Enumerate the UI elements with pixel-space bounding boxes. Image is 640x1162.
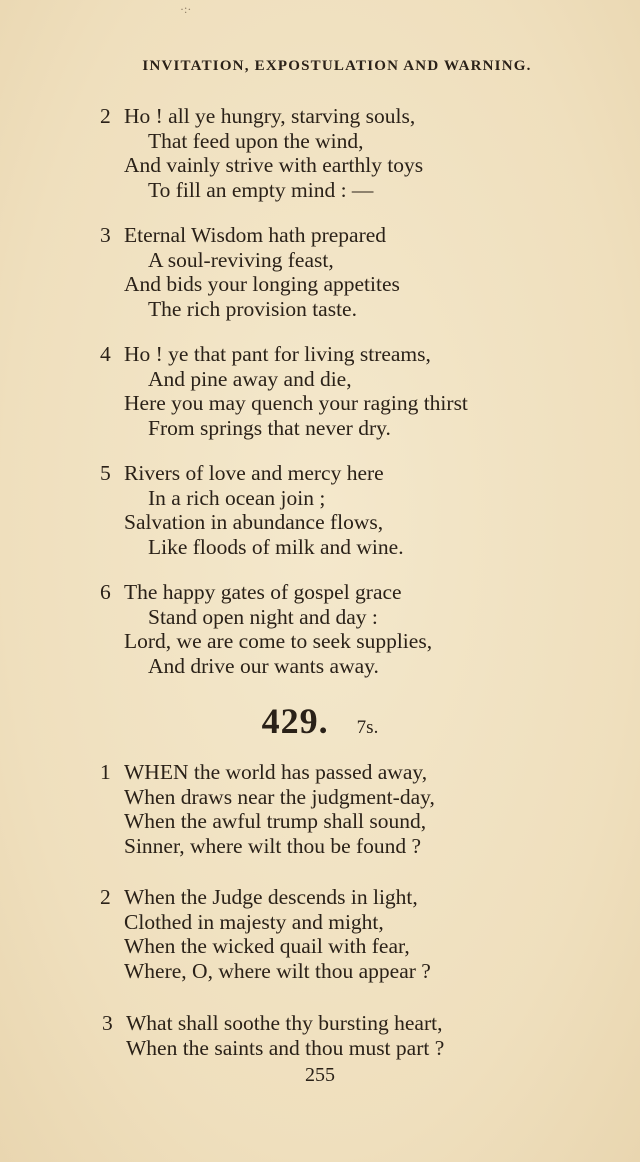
verse-line: Where, O, where wilt thou appear ? [124,958,431,983]
verse-line: And bids your longing appetites [124,272,400,296]
verse-line: Ho ! ye that pant for living streams, [124,342,431,366]
verse-line: And pine away and die, [148,366,352,391]
page-number: 255 [305,1064,335,1086]
verse-line: Sinner, where wilt thou be found ? [124,833,422,858]
verse-line: And vainly strive with earthly toys [124,153,424,177]
verse-line: When the wicked quail with fear, [124,934,410,958]
verse-line: Salvation in abundance flows, [124,510,384,534]
verse-line: What shall soothe thy bursting heart, [126,1011,443,1035]
stanza-number: 1 [100,760,111,784]
ink-speck: ·:· [180,2,192,16]
verse-line: In a rich ocean join ; [148,485,326,510]
verse-line: When the awful trump shall sound, [124,809,427,833]
verse-line: Stand open night and day : [148,604,378,629]
verse-line: Rivers of love and mercy here [124,461,384,485]
verse-line: Like floods of milk and wine. [148,534,404,559]
stanza-6 [100,580,432,678]
hymn-429-stanza-3 [102,1011,444,1060]
verse-line: When draws near the judgment-day, [124,784,435,809]
hymn-429-stanza-1 [100,760,435,858]
stanza-number: 4 [100,342,111,366]
hymn-heading [0,700,640,742]
stanza-number: 3 [100,223,111,247]
verse-line: Eternal Wisdom hath prepared [124,223,387,247]
verse-line: From springs that never dry. [148,415,391,440]
verse-line: The rich provision taste. [148,296,357,321]
stanza-number: 2 [100,104,111,128]
hymn-429-stanza-2 [100,885,431,983]
hymn-number: 429. [261,701,329,741]
verse-line: When the saints and thou must part ? [126,1035,445,1060]
stanza-number: 2 [100,885,111,909]
stanza-number: 5 [100,461,111,485]
verse-line: Ho ! all ye hungry, starving souls, [124,104,416,128]
verse-line: Clothed in majesty and might, [124,909,384,934]
verse-line: And drive our wants away. [148,653,379,678]
verse-line: When the Judge descends in light, [124,885,418,909]
verse-line: Here you may quench your raging thirst [124,391,468,415]
running-header: INVITATION, EXPOSTULATION AND WARNING. [142,58,532,74]
stanza-2 [100,104,423,202]
stanza-5 [100,461,404,559]
verse-line: A soul-reviving feast, [148,247,334,272]
hymn-meter: 7s. [356,717,379,738]
verse-line: That feed upon the wind, [148,128,364,153]
verse-line: WHEN the world has passed away, [124,760,428,784]
stanza-number: 3 [102,1011,113,1035]
stanza-3 [100,223,400,321]
stanza-4 [100,342,468,440]
verse-line: To fill an empty mind : — [148,177,374,202]
stanza-number: 6 [100,580,111,604]
verse-line: The happy gates of gospel grace [124,580,402,604]
verse-line: Lord, we are come to seek supplies, [124,629,433,653]
